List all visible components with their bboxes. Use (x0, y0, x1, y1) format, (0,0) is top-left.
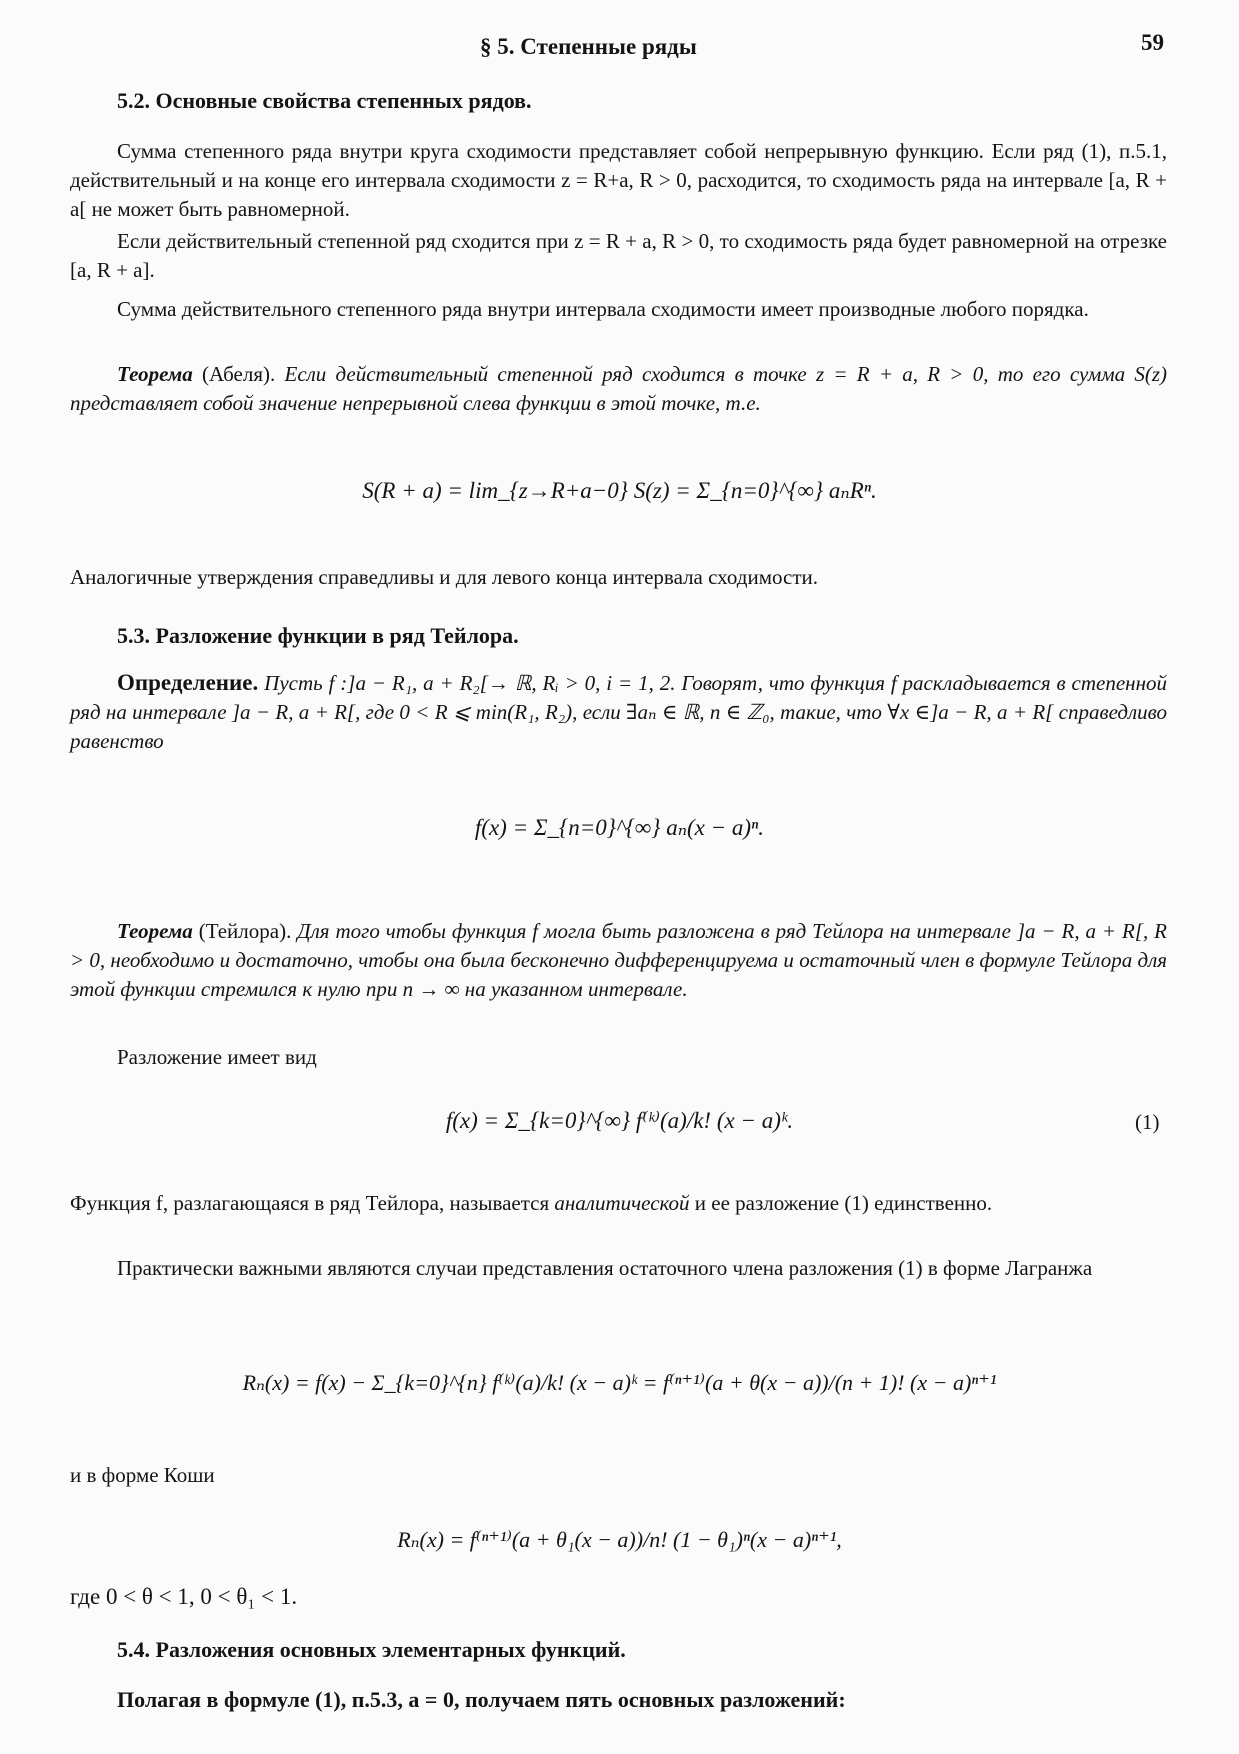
definition (70, 668, 1167, 756)
s54-paragraph-1: Полагая в формуле (1), п.5.3, a = 0, получаем пять основных разложений: (117, 1687, 846, 1712)
s53-paragraph-4: и в форме Коши (70, 1463, 215, 1487)
taylor-theorem-label: Теорема (117, 919, 193, 943)
s53-paragraph-1: Разложение имеет вид (117, 1045, 317, 1069)
lagrange-remainder-formula: Rₙ(x) = f(x) − Σ_{k=0}^{n} f⁽ᵏ⁾(a)/k! (x − a)ᵏ = f⁽ⁿ⁺¹⁾(a + θ(x − a))/(n + 1)! (x − a)ⁿ⁺¹ (242, 1370, 997, 1395)
running-header: § 5. Степенные ряды (480, 34, 697, 59)
abel-theorem-text: Если действительный степенной ряд сходится в точке z = R + a, R > 0, то его сумма S(z) представляет собой значение непрерывной слева функции в этой точке, т.е. (70, 362, 1168, 415)
definition-text: Пусть f :]a − R₁, a + R₂[→ ℝ, Rᵢ > 0, i = 1, 2. Говорят, что функция f раскладывается в степенной ряд на интервале ]a − R, a + R[, где 0 < R ⩽ min(R₁, R₂), если ∃aₙ ∈ ℝ, n ∈ ℤ₀, такие, что ∀x ∈]a − R, a + R[ справедливо равенство (70, 671, 1167, 753)
cauchy-remainder-formula: Rₙ(x) = f⁽ⁿ⁺¹⁾(a + θ₁(x − a))/n! (1 − θ₁)ⁿ(x − a)ⁿ⁺¹, (397, 1527, 842, 1552)
section-5-2-title: 5.2. Основные свойства степенных рядов. (117, 88, 532, 113)
abel-theorem-label: Теорема (117, 362, 193, 386)
abel-theorem (70, 360, 1167, 418)
formula-number: (1) (1135, 1110, 1160, 1134)
power-series-formula: f(x) = Σ_{n=0}^{∞} aₙ(x − a)ⁿ. (474, 815, 765, 840)
taylor-theorem-name: (Тейлора). (198, 919, 292, 943)
s52-paragraph-2: Если действительный степенной ряд сходится при z = R + a, R > 0, то сходимость ряда будет равномерной на отрезке [a, R + a]. (70, 229, 1167, 282)
s52-paragraph-1: Сумма степенного ряда внутри круга сходимости представляет собой непрерывную функцию. Если ряд (1), п.5.1, действительный и на конце его интервала сходимости z = R+a, R > 0, расходится, то сходимость ряда на интервале [a, R + a[ не может быть равномерной. (70, 139, 1167, 221)
section-5-3-title: 5.3. Разложение функции в ряд Тейлора. (117, 623, 519, 648)
page-number: 59 (1141, 30, 1164, 55)
s53-p2-start: Функция f, разлагающаяся в ряд Тейлора, называется (70, 1191, 550, 1215)
taylor-theorem-text: Для того чтобы функция f могла быть разложена в ряд Тейлора на интервале ]a − R, a + R[, R > 0, необходимо и достаточно, чтобы она была бесконечно дифференцируема и остаточный член в формуле Тейлора для этой функции стремился к нулю при n → ∞ на указанном интервале. (70, 919, 1168, 1001)
taylor-formula: f(x) = Σ_{k=0}^{∞} f⁽ᵏ⁾(a)/k! (x − a)ᵏ. (445, 1108, 794, 1133)
s53-p2-emphasis: аналитической (554, 1191, 690, 1215)
s53-paragraph-5: где 0 < θ < 1, 0 < θ₁ < 1. (70, 1584, 298, 1609)
abel-theorem-name: (Абеля). (202, 362, 276, 386)
taylor-theorem (70, 917, 1167, 1004)
s52-paragraph-4: Аналогичные утверждения справедливы и для левого конца интервала сходимости. (70, 565, 818, 589)
definition-label: Определение. (117, 670, 259, 695)
section-5-4-title: 5.4. Разложения основных элементарных функций. (117, 1637, 626, 1662)
s53-paragraph-3: Практически важными являются случаи представления остаточного члена разложения (1) в форме Лагранжа (117, 1256, 1093, 1280)
s53-p2-end: и ее разложение (1) единственно. (694, 1191, 993, 1215)
s52-paragraph-3: Сумма действительного степенного ряда внутри интервала сходимости имеет производные любого порядка. (117, 297, 1089, 321)
abel-formula: S(R + a) = lim_{z→R+a−0} S(z) = Σ_{n=0}^{∞} aₙRⁿ. (362, 478, 877, 503)
s53-paragraph-2 (70, 1189, 1167, 1218)
